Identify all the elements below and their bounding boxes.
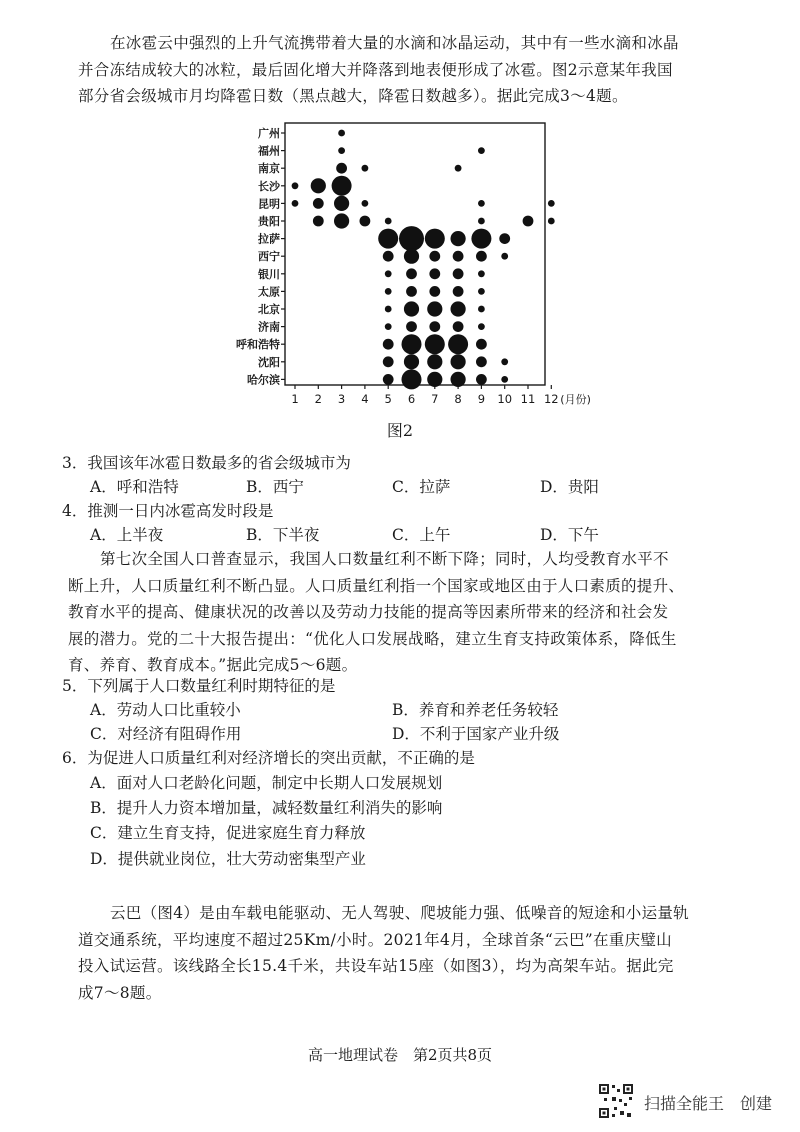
x-tick-label-3: 3 bbox=[337, 392, 346, 406]
q3-option-d[interactable]: D．贵阳 bbox=[540, 478, 599, 496]
hail-dot-沈阳-6 bbox=[404, 354, 419, 369]
hail-dot-广州-3 bbox=[338, 130, 345, 137]
hail-dot-银川-6 bbox=[406, 268, 417, 279]
hail-dot-沈阳-7 bbox=[427, 354, 442, 369]
q3-option-b[interactable]: B．西宁 bbox=[246, 478, 304, 496]
x-tick-label-4: 4 bbox=[361, 392, 369, 406]
q4-option-c[interactable]: C．上午 bbox=[392, 526, 451, 544]
y-tick-label-1: 广州 bbox=[258, 127, 280, 140]
qr-code-icon bbox=[598, 1083, 634, 1119]
q5-option-a[interactable]: A．劳动人口比重较小 bbox=[90, 701, 241, 719]
hail-dot-贵阳-4 bbox=[360, 216, 371, 227]
cloud-bus-paragraph bbox=[78, 900, 720, 1006]
hail-dot-哈尔滨-8 bbox=[451, 372, 466, 387]
q6-stem: 6．为促进人口质量红利对经济增长的突出贡献，不正确的是 bbox=[62, 749, 475, 767]
q6-option-a[interactable]: A．面对人口老龄化问题，制定中长期人口发展规划 bbox=[90, 774, 443, 792]
hail-dot-西宁-5 bbox=[383, 251, 394, 262]
y-tick-label-10: 太原 bbox=[258, 285, 280, 299]
hail-dot-昆明-12 bbox=[548, 200, 555, 207]
q4-option-a[interactable]: A．上半夜 bbox=[90, 526, 164, 544]
bus-line-3: 投入试运营。该线路全长15.4千米，共设车站15座（如图3），均为高架车站。据此完 bbox=[78, 957, 674, 975]
hail-dot-北京-8 bbox=[451, 301, 466, 316]
x-axis-unit: (月份) bbox=[560, 393, 591, 406]
x-tick-label-8: 8 bbox=[454, 392, 462, 406]
q6-option-c[interactable]: C．建立生育支持，促进家庭生育力释放 bbox=[90, 824, 366, 842]
hail-dot-济南-8 bbox=[453, 321, 464, 332]
hail-dot-拉萨-5 bbox=[378, 229, 398, 249]
intro-line-2: 并合冻结成较大的冰粒，最后固化增大并降落到地表便形成了冰雹。图2示意某年我国 bbox=[78, 60, 673, 79]
hail-dot-哈尔滨-9 bbox=[476, 374, 487, 385]
hail-dot-呼和浩特-6 bbox=[402, 334, 422, 354]
hail-dot-哈尔滨-10 bbox=[501, 376, 508, 383]
y-tick-label-14: 沈阳 bbox=[258, 355, 280, 369]
y-tick-label-4: 长沙 bbox=[258, 179, 280, 193]
q4-stem: 4．推测一日内冰雹高发时段是 bbox=[62, 502, 274, 520]
hail-dot-北京-7 bbox=[427, 301, 442, 316]
hail-dot-贵阳-12 bbox=[548, 218, 555, 225]
hail-dot-昆明-4 bbox=[362, 200, 369, 207]
population-paragraph bbox=[68, 546, 720, 679]
hail-dot-北京-5 bbox=[385, 306, 392, 313]
hail-dot-西宁-6 bbox=[404, 249, 419, 264]
hail-dot-北京-9 bbox=[478, 306, 485, 313]
hail-dot-银川-7 bbox=[429, 268, 440, 279]
page-footer: 高一地理试卷 第2页共8页 bbox=[307, 1046, 493, 1064]
y-tick-label-8: 西宁 bbox=[258, 250, 280, 264]
figure-caption: 图2 bbox=[386, 421, 414, 440]
hail-dot-南京-3 bbox=[336, 163, 347, 174]
hail-dot-太原-9 bbox=[478, 288, 485, 295]
hail-dot-拉萨-8 bbox=[451, 231, 466, 246]
q6-option-b[interactable]: B．提升人力资本增加量，减轻数量红利消失的影响 bbox=[90, 799, 443, 817]
hail-dot-沈阳-10 bbox=[501, 358, 508, 365]
hail-dot-拉萨-10 bbox=[499, 233, 510, 244]
hail-dot-贵阳-9 bbox=[478, 218, 485, 225]
hail-dot-拉萨-6 bbox=[399, 226, 424, 251]
q4-option-b[interactable]: B．下半夜 bbox=[246, 526, 320, 544]
y-tick-label-11: 北京 bbox=[258, 303, 280, 316]
bus-line-2: 道交通系统，平均速度不超过25Km/小时。2021年4月，全球首条“云巴”在重庆璧山 bbox=[78, 930, 672, 949]
hail-dot-昆明-9 bbox=[478, 200, 485, 207]
hail-dot-济南-9 bbox=[478, 323, 485, 330]
q5-option-b[interactable]: B．养育和养老任务较轻 bbox=[392, 701, 559, 719]
x-tick-label-12: 12 bbox=[543, 392, 559, 406]
x-tick-label-10: 10 bbox=[497, 392, 513, 406]
q6-option-d[interactable]: D．提供就业岗位，壮大劳动密集型产业 bbox=[90, 850, 366, 868]
hail-dot-南京-8 bbox=[455, 165, 462, 172]
q3-stem: 3．我国该年冰雹日数最多的省会级城市为 bbox=[62, 454, 351, 472]
hail-dot-沈阳-8 bbox=[451, 354, 466, 369]
hail-dot-沈阳-5 bbox=[383, 356, 394, 367]
scanner-watermark bbox=[598, 1083, 788, 1119]
hail-dot-昆明-3 bbox=[334, 196, 349, 211]
hail-dot-哈尔滨-7 bbox=[427, 372, 442, 387]
x-tick-label-2: 2 bbox=[314, 392, 322, 406]
hail-dot-呼和浩特-5 bbox=[383, 339, 394, 350]
hail-dot-济南-5 bbox=[385, 323, 392, 330]
y-tick-label-7: 拉萨 bbox=[258, 232, 280, 246]
hail-dot-拉萨-9 bbox=[471, 229, 491, 249]
hail-dot-贵阳-11 bbox=[523, 216, 534, 227]
hail-dot-太原-6 bbox=[406, 286, 417, 297]
hail-dot-西宁-7 bbox=[429, 251, 440, 262]
hail-dot-呼和浩特-8 bbox=[448, 334, 468, 354]
hail-dot-太原-8 bbox=[453, 286, 464, 297]
hail-dot-西宁-10 bbox=[501, 253, 508, 260]
x-tick-label-5: 5 bbox=[384, 392, 392, 406]
x-tick-label-7: 7 bbox=[431, 392, 439, 406]
hail-dot-呼和浩特-9 bbox=[476, 339, 487, 350]
hail-dot-贵阳-5 bbox=[385, 218, 392, 225]
q4-option-d[interactable]: D．下午 bbox=[540, 526, 599, 544]
hail-dot-哈尔滨-5 bbox=[383, 374, 394, 385]
hail-dot-太原-7 bbox=[429, 286, 440, 297]
x-tick-label-11: 11 bbox=[520, 392, 536, 406]
pop-line-1: 第七次全国人口普查显示，我国人口数量红利不断下降；同时，人均受教育水平不 bbox=[100, 550, 669, 568]
hail-dot-西宁-8 bbox=[453, 251, 464, 262]
intro-paragraph bbox=[78, 30, 718, 110]
q5-stem: 5．下列属于人口数量红利时期特征的是 bbox=[62, 677, 336, 695]
y-tick-label-15: 哈尔滨 bbox=[247, 373, 280, 387]
q5-option-d[interactable]: D．不利于国家产业升级 bbox=[392, 725, 560, 743]
hail-dot-银川-9 bbox=[478, 270, 485, 277]
pop-line-3: 教育水平的提高、健康状况的改善以及劳动力技能的提高等因素所带来的经济和社会发 bbox=[68, 603, 669, 621]
hail-dot-济南-7 bbox=[429, 321, 440, 332]
intro-line-3: 部分省会级城市月均降雹日数（黑点越大，降雹日数越多）。据此完成3～4题。 bbox=[78, 87, 628, 105]
hail-dot-沈阳-9 bbox=[476, 356, 487, 367]
y-tick-label-3: 南京 bbox=[258, 162, 280, 176]
q5-option-c[interactable]: C．对经济有阻碍作用 bbox=[90, 725, 242, 743]
x-tick-label-9: 9 bbox=[477, 392, 486, 406]
hail-dot-昆明-1 bbox=[292, 200, 299, 207]
q3-option-a[interactable]: A．呼和浩特 bbox=[90, 478, 179, 496]
hail-dot-银川-8 bbox=[453, 268, 464, 279]
y-tick-label-13: 呼和浩特 bbox=[236, 338, 280, 352]
pop-line-4: 展的潜力。党的二十大报告提出：“优化人口发展战略，建立生育支持政策体系，降低生 bbox=[68, 629, 677, 648]
pop-line-2: 断上升，人口质量红利不断凸显。人口质量红利指一个国家或地区由于人口素质的提升、 bbox=[68, 576, 685, 595]
x-tick-label-1: 1 bbox=[291, 392, 299, 406]
hail-dot-贵阳-3 bbox=[334, 213, 349, 228]
y-tick-label-12: 济南 bbox=[258, 320, 280, 334]
hail-dot-济南-6 bbox=[406, 321, 417, 332]
intro-line-1: 在冰雹云中强烈的上升气流携带着大量的水滴和冰晶运动，其中有一些水滴和冰晶 bbox=[110, 34, 679, 52]
bus-line-4: 成7～8题。 bbox=[78, 983, 162, 1002]
y-tick-label-6: 贵阳 bbox=[258, 215, 280, 228]
pop-line-5: 育、养育、教育成本。”据此完成5～6题。 bbox=[68, 656, 358, 674]
q3-option-c[interactable]: C．拉萨 bbox=[392, 478, 451, 496]
hail-dot-呼和浩特-7 bbox=[425, 334, 445, 354]
hail-dot-西宁-9 bbox=[476, 251, 487, 262]
hail-dot-北京-6 bbox=[404, 301, 419, 316]
hail-dot-银川-5 bbox=[385, 270, 392, 277]
hail-dot-太原-5 bbox=[385, 288, 392, 295]
hail-dot-哈尔滨-6 bbox=[402, 369, 422, 389]
y-tick-label-9: 银川 bbox=[258, 267, 280, 281]
watermark-text: 扫描全能王 创建 bbox=[644, 1094, 773, 1113]
y-tick-label-2: 福州 bbox=[258, 144, 280, 158]
x-tick-label-6: 6 bbox=[407, 392, 416, 406]
hail-dot-昆明-2 bbox=[313, 198, 324, 209]
hail-dot-福州-9 bbox=[478, 147, 485, 154]
hail-chart-svg bbox=[236, 115, 620, 410]
hail-dot-长沙-1 bbox=[292, 182, 299, 189]
y-tick-label-5: 昆明 bbox=[258, 197, 280, 211]
bus-line-1: 云巴（图4）是由车载电能驱动、无人驾驶、爬坡能力强、低噪音的短途和小运量轨 bbox=[110, 904, 689, 922]
hail-dot-福州-3 bbox=[338, 147, 345, 154]
hail-dot-长沙-2 bbox=[311, 178, 326, 193]
hail-dot-长沙-3 bbox=[332, 176, 352, 196]
hail-dot-拉萨-7 bbox=[425, 229, 445, 249]
hail-dot-贵阳-2 bbox=[313, 216, 324, 227]
hail-chart bbox=[236, 115, 620, 410]
hail-dot-南京-4 bbox=[362, 165, 369, 172]
